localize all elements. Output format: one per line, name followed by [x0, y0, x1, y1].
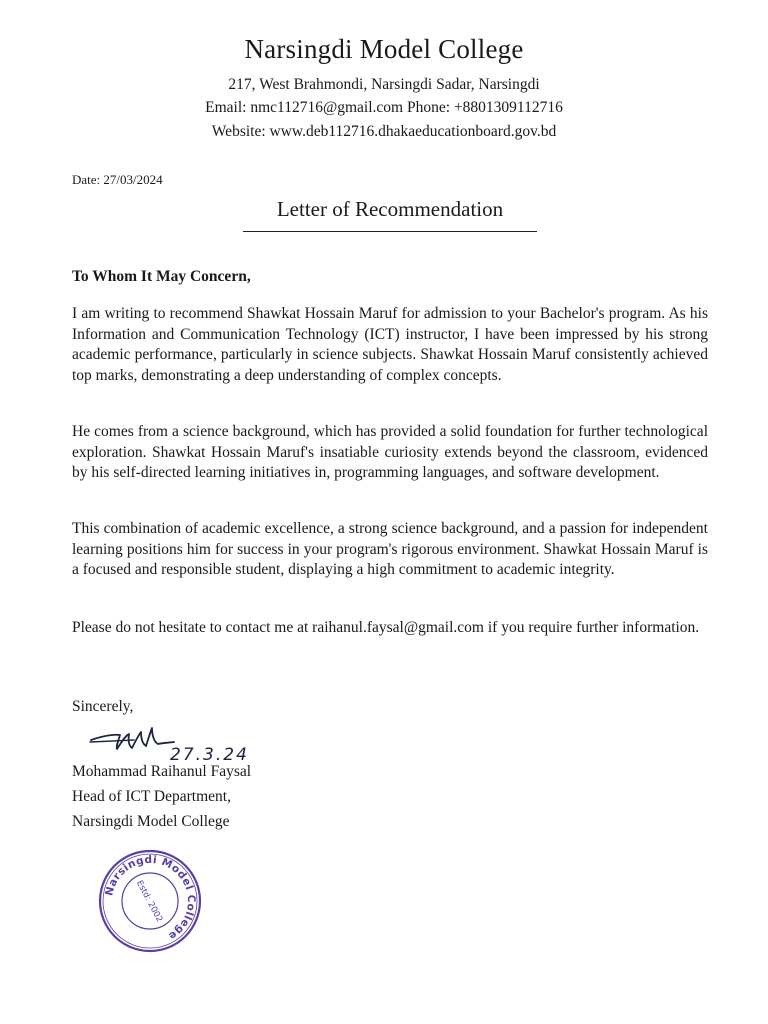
paragraph-1: I am writing to recommend Shawkat Hossain Maruf for admission to your Bachelor's program. As his Information and Communication Technology (ICT) instructor, I have been impressed by his strong academic performance, particularly in science subjects. Shawkat Hossain Maruf consistently achieved top marks, demonstrating a deep understanding of complex concepts.: [72, 305, 708, 384]
college-seal-stamp: [97, 848, 203, 954]
college-name: Narsingdi Model College: [244, 34, 524, 64]
seal-outer-text: Narsingdi Model College: [103, 853, 198, 943]
handwritten-signature: [88, 722, 268, 766]
college-address: 217, West Brahmondi, Narsingdi Sadar, Narsingdi: [228, 76, 540, 93]
signatory-position: Head of ICT Department,: [72, 788, 231, 805]
college-website: Website: www.deb112716.dhakaeducationboard.gov.bd: [211, 123, 557, 140]
signature-date: 27.3.24: [170, 745, 249, 765]
letter-date: Date: 27/03/2024: [72, 172, 163, 187]
signatory-institution: Narsingdi Model College: [72, 813, 230, 830]
salutation: To Whom It May Concern,: [72, 268, 251, 285]
paragraph-4: Please do not hesitate to contact me at raihanul.faysal@gmail.com if you require further information.: [72, 619, 700, 636]
title-underline: [243, 231, 537, 232]
seal-inner-text: Estd: 2002: [133, 878, 165, 925]
closing: Sincerely,: [72, 698, 134, 715]
paragraph-3: This combination of academic excellence, a strong science background, and a passion for independent learning positions him for success in your program's rigorous environment. Shawkat Hossain Maruf is a focused and responsible student, displaying a high commitment to academic integrity.: [72, 520, 708, 579]
paragraph-2: He comes from a science background, which has provided a solid foundation for further technological exploration. Shawkat Hossain Maruf's insatiable curiosity extends beyond the classroom, evidenced by his self-directed learning initiatives in, programming languages, and software development.: [72, 423, 708, 482]
signatory-name: Mohammad Raihanul Faysal: [72, 763, 252, 780]
letter-title: Letter of Recommendation: [276, 197, 504, 221]
college-contact: Email: nmc112716@gmail.com Phone: +8801309112716: [205, 99, 563, 116]
